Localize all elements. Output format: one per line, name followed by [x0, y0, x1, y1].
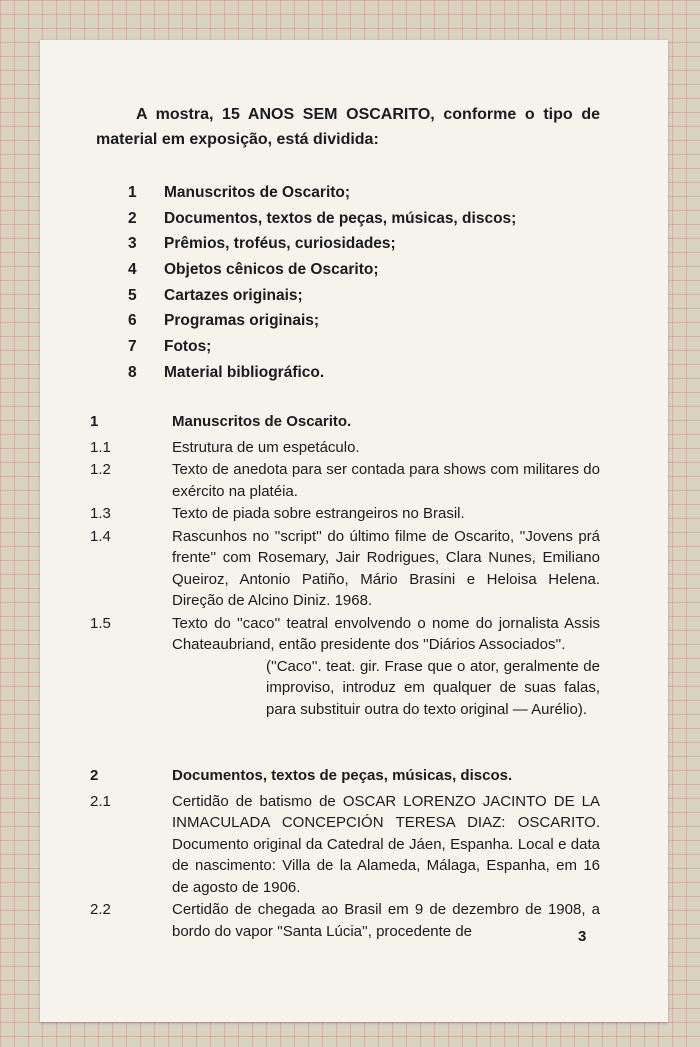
entry-row: 1.1 Estrutura de um espetáculo. [90, 438, 360, 456]
section-manuscritos [90, 411, 600, 720]
section-documentos [90, 765, 600, 942]
section-heading: 1 Manuscritos de Oscarito. [90, 413, 352, 430]
list-item: 8 Material bibliográfico. [128, 363, 325, 381]
entry-row: 1.3 Texto de piada sobre estrangeiros no Brasil. [90, 505, 465, 522]
list-item: 4 Objetos cênicos de Oscarito; [128, 261, 379, 279]
entry-row: 1.2 Texto de anedota para ser contada para shows com militares do exército na platéia. [90, 461, 600, 500]
list-item: 1 Manuscritos de Oscarito; [128, 184, 351, 201]
intro-paragraph: A mostra, 15 ANOS SEM OSCARITO, conforme o tipo de material em exposição, está dividida: [96, 106, 600, 148]
entry-row: 1.5 Texto do ''caco'' teatral envolvendo o nome do jornalista Assis Chateaubriand, então presidente dos ''Diários Associados''. [90, 614, 600, 653]
page-number: 3 [578, 928, 587, 945]
entry-row: 2.2 Certidão de chegada ao Brasil em 9 de dezembro de 1908, a bordo do vapor ''Santa Lúcia'', procedente de [90, 901, 600, 940]
section-heading: 2 Documentos, textos de peças, músicas, discos. [90, 767, 513, 784]
list-item: 7 Fotos; [128, 338, 212, 356]
category-list [128, 180, 548, 386]
entry-row: 2.1 Certidão de batismo de OSCAR LORENZO JACINTO DE LA INMACULADA CONCEPCIÓN TERESA DIAZ: OSCARITO. Documento original da Catedral de Jáen, Espanha. Local e data de nascimento: Villa de la Alameda, Málaga, Espanha, em 16 de agosto de 1906. [90, 792, 600, 896]
entry-row: 1.4 Rascunhos no ''script'' do último filme de Oscarito, ''Jovens prá frente'' com Rosemary, Jair Rodrigues, Clara Nunes, Emiliano Queiroz, Antonio Patiño, Mário Brasini e Heloisa Helena. Direção de Alcino Diniz. 1968. [90, 527, 600, 609]
list-item: 6 Programas originais; [128, 312, 320, 330]
list-item: 5 Cartazes originais; [128, 286, 303, 304]
booklet-page [40, 40, 668, 1022]
list-item: 2 Documentos, textos de peças, músicas, discos; [128, 209, 517, 227]
definition-note: (''Caco''. teat. gir. Frase que o ator, geralmente de improviso, introduz em qualquer de suas falas, para substituir outra do texto original — Aurélio). [266, 657, 600, 718]
list-item: 3 Prêmios, troféus, curiosidades; [128, 235, 396, 253]
